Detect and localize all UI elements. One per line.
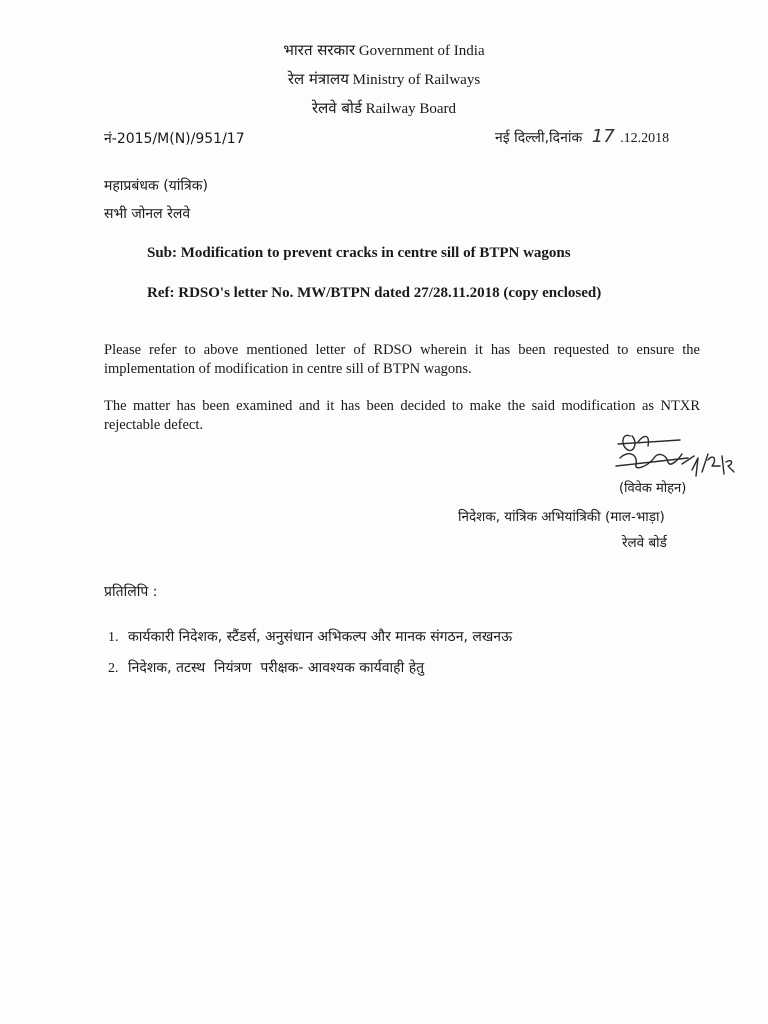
recipient-line-2: सभी जोनल रेलवे — [104, 206, 191, 222]
date-label: नई दिल्ली,दिनांक — [495, 130, 583, 146]
copy-item-2-number: 2. — [108, 661, 119, 676]
copy-item-2 — [108, 658, 424, 677]
copy-item-1-number: 1. — [108, 630, 119, 645]
reference-number: नं-2015/M(N)/951/17 — [104, 131, 245, 147]
date-printed: .12.2018 — [620, 131, 670, 146]
date-handwritten-day: 17 — [591, 126, 615, 147]
header-board — [0, 98, 768, 118]
header-board-hi: रेलवे बोर्ड — [311, 99, 362, 117]
signatory-name: (विवेक मोहन) — [619, 481, 687, 496]
reference-line: Ref: RDSO's letter No. MW/BTPN dated 27/28.11.2018 (copy enclosed) — [147, 285, 602, 301]
copy-item-2-text: निदेशक, तटस्थ नियंत्रण परीक्षक- आवश्यक कार्यवाही हेतु — [128, 660, 425, 676]
recipient-line-1: महाप्रबंधक (यांत्रिक) — [104, 178, 208, 194]
copy-item-1-text: कार्यकारी निदेशक, स्टैंडर्स, अनुसंधान अभिकल्प और मानक संगठन, लखनऊ — [128, 629, 513, 645]
copy-label: प्रतिलिपि : — [104, 584, 158, 600]
header-government-hi: भारत सरकार — [283, 41, 356, 59]
subject-line: Sub: Modification to prevent cracks in centre sill of BTPN wagons — [147, 245, 571, 261]
header-board-en: Railway Board — [365, 101, 457, 117]
header-ministry — [0, 69, 768, 89]
copy-item-1 — [108, 627, 512, 646]
body-paragraph-1: Please refer to above mentioned letter of RDSO wherein it has been requested to ensure the implementation of modification in centre sill of BTPN wagons. — [104, 342, 700, 377]
signatory-designation: निदेशक, यांत्रिक अभियांत्रिकी (माल-भाड़ा) — [458, 509, 665, 525]
header-government — [0, 40, 768, 60]
header-ministry-en: Ministry of Railways — [352, 72, 481, 88]
letter-date — [495, 126, 669, 147]
signatory-office: रेलवे बोर्ड — [622, 535, 667, 551]
header-government-en: Government of India — [358, 43, 485, 59]
header-ministry-hi: रेल मंत्रालय — [287, 70, 349, 88]
body-paragraph-2: The matter has been examined and it has been decided to make the said modification as NTXR rejectable defect. — [104, 398, 700, 433]
